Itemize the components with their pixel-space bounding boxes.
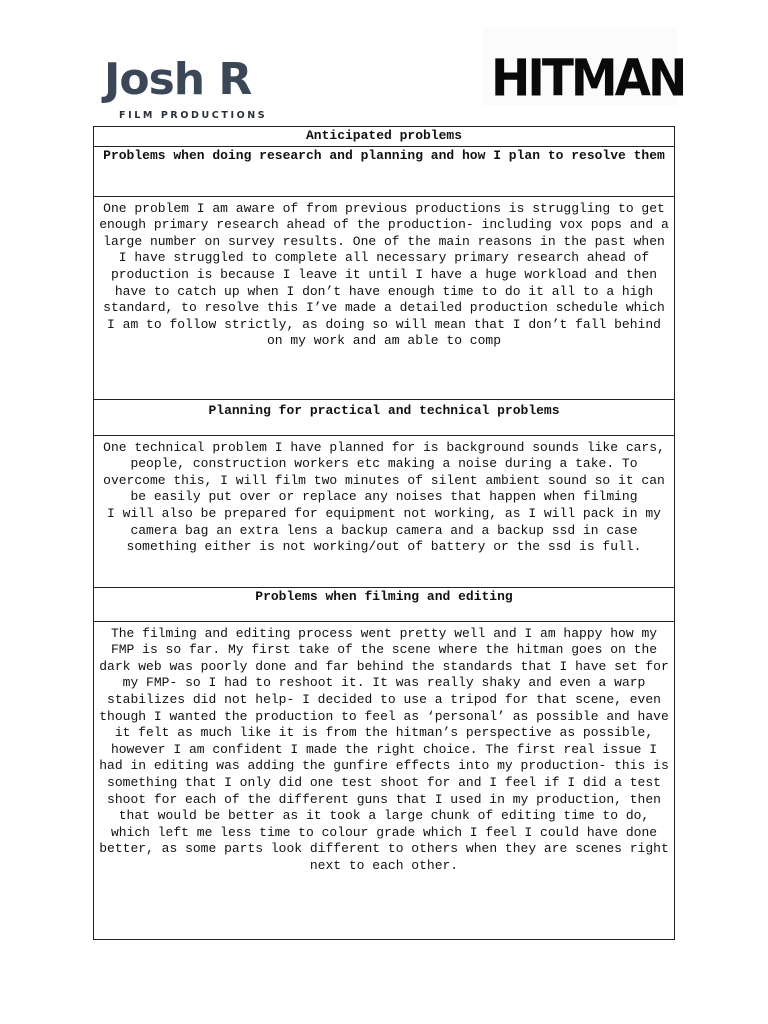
section-heading-practical: Planning for practical and technical problems [94, 399, 675, 435]
logo-tagline: FILM PRODUCTIONS [119, 110, 268, 121]
anticipated-problems-table [93, 126, 675, 940]
logo-name: Josh R [104, 54, 252, 105]
table-title-row [94, 127, 675, 147]
section-body-row [94, 196, 675, 399]
section-body-row [94, 435, 675, 587]
section-heading-row [94, 399, 675, 435]
section-heading-research: Problems when doing research and planning and how I plan to resolve them [94, 146, 675, 196]
paragraph: I will also be prepared for equipment not working, as I will pack in my camera bag an extra lens a backup camera and a backup ssd in case something either is not working/out of battery or the ssd is full. [107, 505, 661, 555]
section-body-filming [94, 621, 675, 939]
paragraph: One technical problem I have planned for is background sounds like cars, people, construction workers etc making a noise during a take. To overcome this, I will film two minutes of silent ambient sound so it can be easily put over or replace any noises that happen when filming [103, 439, 665, 505]
hitman-logo [483, 28, 685, 109]
section-heading-row [94, 146, 675, 196]
section-body-research [94, 196, 675, 399]
section-heading-row [94, 587, 675, 621]
paragraph: The filming and editing process went pretty well and I am happy how my FMP is so far. My first take of the scene where the hitman goes on the dark web was poorly done and far behind the standards that I have set for my FMP- so I had to reshoot it. It was really shaky and even a warp stabilizes did not help- I decided to use a tripod for that scene, even though I wanted the production to feel as ‘personal’ as possible and have it felt as much like it is from the hitman’s perspective as possible, however I am confident I made the right choice. The first real issue I had in editing was adding the gunfire effects into my production- this is something that I only did one test shoot for and I feel if I did a test shoot for each of the different guns that I used in my production, then that would be better as it took a large chunk of editing time to do, which left me less time to colour grade which I feel I could have done better, as some parts look different to others when they are scenes right next to each other. [99, 625, 669, 873]
paragraph: One problem I am aware of from previous productions is struggling to get enough primary research ahead of the production- including vox pops and a large number on survey results. One of the main reasons in the past when I have struggled to complete all necessary primary research ahead of production is because I leave it until I have a huge workload and then have to catch up when I don’t have enough time to do it all to a high standard, to resolve this I’ve made a detailed production schedule which I am to follow strictly, as doing so will mean that I don’t fall behind on my work and am able to comp [99, 200, 669, 349]
hitman-logo-text: HITMAN [491, 48, 685, 109]
section-heading-filming: Problems when filming and editing [94, 587, 675, 621]
section-body-practical [94, 435, 675, 587]
josh-r-film-productions-logo [104, 56, 284, 126]
table-title: Anticipated problems [94, 127, 675, 147]
section-body-row [94, 621, 675, 939]
